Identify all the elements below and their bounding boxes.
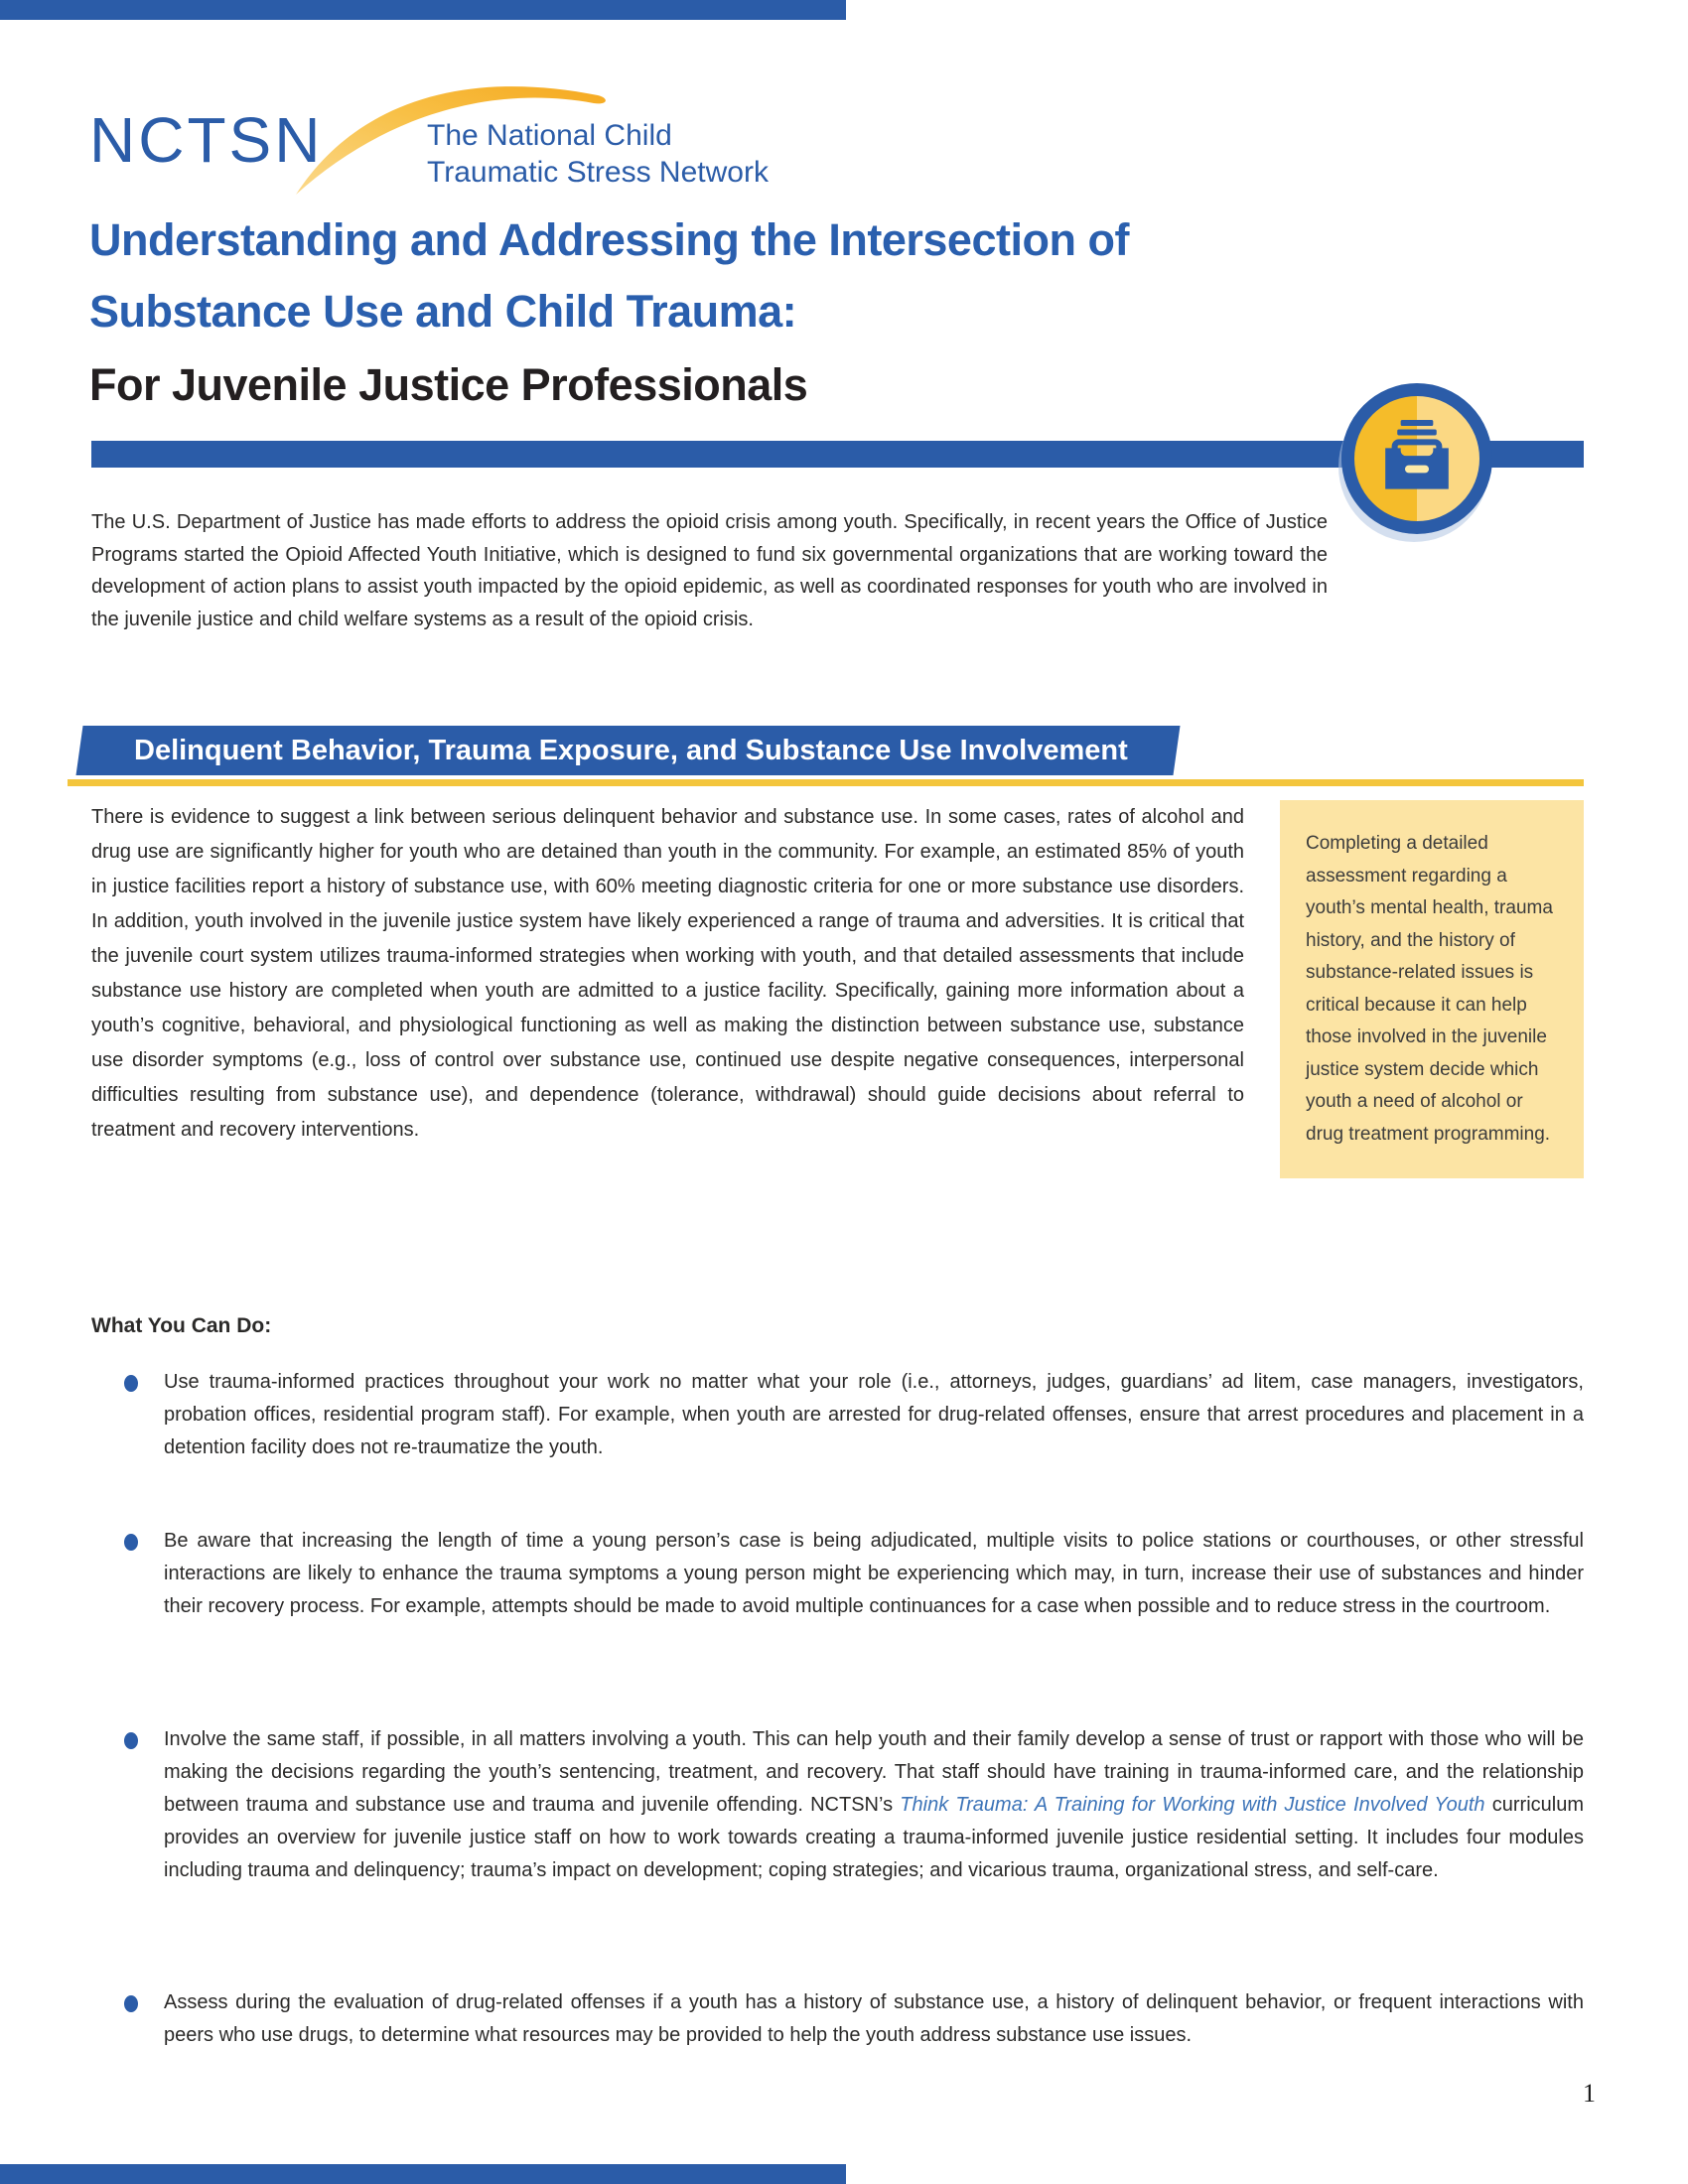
page-title-line2: Substance Use and Child Trauma: [89,286,797,337]
logo-org-name [427,117,769,191]
section-banner-title: Delinquent Behavior, Trauma Exposure, and Substance Use Involvement [134,735,1128,766]
intro-text: The U.S. Department of Justice has made efforts to address the opioid crisis among youth. Specifically, in recent years the Office of Justice Programs started the Opioid Affected Youth Initiative, which is designed to fund six governmental organizations that are working toward the development of action plans to assist youth impacted by the opioid epidemic, as well as coordinated responses for youth who are involved in the juvenile justice and child welfare systems as a result of the opioid crisis. [91,511,1328,630]
bullet-text: curriculum provides an overview for juvenile justice staff on how to work towards creating a trauma-informed juvenile justice residential setting. It includes four modules including trauma and delinquency; trauma’s impact on development; coping strategies; and vicarious trauma, organizational stress, and self-care. [164,1794,1584,1881]
bullet-icon [124,1534,138,1551]
page-title-line3: For Juvenile Justice Professionals [89,359,808,410]
nctsn-logo-text: NCTSN [89,104,324,176]
logo-org-line1: The National Child [427,119,672,152]
page-number: 1 [1583,2079,1596,2108]
badge-wrap-spacer [1328,506,1551,576]
bullet-icon [124,1732,138,1749]
archive-drawer-icon [1374,414,1460,499]
bullet-text: Be aware that increasing the length of time a young person’s case is being adjudicated, multiple visits to police stations or courthouses, or other stressful interactions are likely to enhance the trauma symptoms a young person might be experiencing which may, in turn, increase their use of substances and hinder their recovery process. For example, attempts should be made to avoid multiple continuances for a case when possible and to reduce stress in the courtroom. [164,1530,1584,1617]
top-edge-bar [0,0,846,20]
what-you-can-do-list [91,1366,1584,2052]
list-item [91,1723,1584,1986]
list-item [91,1986,1584,2052]
list-item [91,1366,1584,1525]
section-body-text: There is evidence to suggest a link between serious delinquent behavior and substance use. In some cases, rates of alcohol and drug use are significantly higher for youth who are detained than youth in the community. For example, an estimated 85% of youth in justice facilities report a history of substance use, with 60% meeting diagnostic criteria for one or more substance use disorders. In addition, youth involved in the juvenile justice system have likely experienced a range of trauma and adversities. It is critical that the juvenile court system utilizes trauma-informed strategies when working with youth, and that detailed assessments that include substance use history are completed when youth are admitted to a justice facility. Specifically, gaining more information about a youth’s cognitive, behavioral, and physiological functioning as well as making the distinction between substance use, substance use disorder symptoms (e.g., loss of control over substance use, continued use despite negative consequences, interpersonal difficulties resulting from substance use), and dependence (tolerance, withdrawal) should guide decisions about referral to treatment and recovery interventions. [91,806,1244,1141]
section-underline [68,779,1584,786]
what-you-can-do-heading: What You Can Do: [91,1314,272,1337]
bullet-text: Assess during the evaluation of drug-related offenses if a youth has a history of substance use, a history of delinquent behavior, or frequent interactions with peers who use drugs, to determine what resources may be provided to help the youth address substance use issues. [164,1991,1584,2046]
bullet-icon [124,1375,138,1392]
bottom-edge-bar [0,2164,846,2184]
logo-org-line2: Traumatic Stress Network [427,156,769,189]
section-body [91,800,1584,1196]
callout-text: Completing a detailed assessment regarding a youth’s mental health, trauma history, and the history of substance-related issues is critical because it can help those involved in the juvenile justice system decide which youth a need of alcohol or drug treatment programming. [1306,833,1553,1145]
think-trauma-link[interactable]: Think Trauma: A Training for Working with Justice Involved Youth [900,1794,1485,1816]
callout-box [1280,800,1584,1178]
page-title-line1: Understanding and Addressing the Intersection of [89,214,1129,265]
bullet-text: Use trauma-informed practices throughout your work no matter what your role (i.e., attorneys, judges, guardians’ ad litem, case managers, investigators, probation offices, residential program staff). For example, when youth are arrested for drug-related offenses, ensure that arrest procedures and placement in a detention facility does not re-traumatize the youth. [164,1371,1584,1458]
intro-paragraph [91,506,1551,635]
bullet-icon [124,1995,138,2012]
section-banner [75,726,1180,775]
bullet-text: Involve the same staff, if possible, in all matters involving a youth. This can help youth and their family develop a sense of trust or rapport with those who will be making the decisions regarding the youth’s sentencing, treatment, and recovery. That staff should have training in trauma-informed care, and the relationship between trauma and substance use and trauma and juvenile offending. NCTSN’s [164,1728,1584,1816]
list-item [91,1525,1584,1723]
